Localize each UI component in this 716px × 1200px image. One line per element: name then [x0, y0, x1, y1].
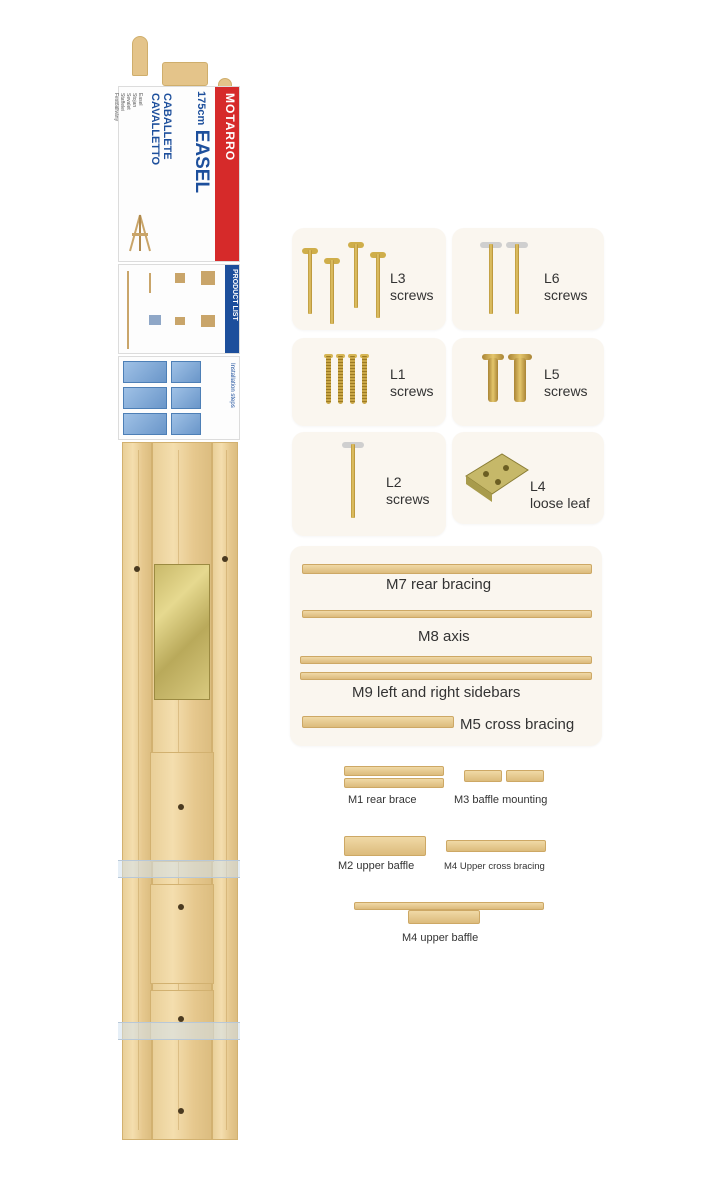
- l3-code: L3: [390, 270, 406, 286]
- part-thumbnail: [175, 273, 185, 283]
- lang-line: Easel: [137, 93, 143, 106]
- packing-strap: [118, 860, 240, 878]
- part-thumbnail: [149, 273, 151, 293]
- long-parts-card: [290, 546, 602, 746]
- part-thumbnail: [201, 315, 215, 327]
- hardware-card-l5: [452, 338, 604, 426]
- language-es: CABALLETE: [161, 93, 173, 160]
- brand-bar: [215, 87, 239, 261]
- wood-screw: [350, 356, 355, 404]
- l1-code: L1: [390, 366, 406, 382]
- package-size: 175cm: [195, 91, 207, 126]
- hardware-card-l1: [292, 338, 446, 426]
- wood-block: [150, 884, 214, 984]
- m3-piece: [464, 770, 502, 782]
- hinge-plate-icon: [462, 444, 532, 508]
- bolt-shaft: [354, 244, 358, 308]
- screw-hole: [178, 1108, 184, 1114]
- packing-strap: [118, 1022, 240, 1040]
- steps-title: Installation steps: [229, 363, 235, 408]
- m4-cross-label: M4 Upper cross bracing: [444, 861, 545, 872]
- l6-sub: screws: [544, 286, 588, 303]
- package-label: [113, 86, 240, 262]
- m9-stick: [300, 656, 592, 664]
- package-title: [191, 91, 211, 193]
- step-image: [171, 361, 201, 383]
- lang-line: Sevalet: [125, 93, 131, 110]
- brand-logo: MOTARRO: [223, 93, 237, 162]
- barrel-nut: [488, 358, 498, 402]
- lang-line: Festőállvány: [113, 93, 119, 122]
- m3-piece: [506, 770, 544, 782]
- bolt-shaft: [515, 244, 519, 314]
- m8-label: M8 axis: [418, 628, 470, 645]
- part-thumbnail: [127, 271, 129, 349]
- hinge-plate: [154, 564, 210, 700]
- bolt-shaft: [330, 260, 334, 324]
- product-list-label: [118, 264, 240, 354]
- easel-sketch-icon: [125, 213, 155, 253]
- m8-stick: [302, 610, 592, 618]
- package-language-list: [113, 93, 143, 121]
- bolt-shaft: [351, 444, 355, 518]
- l4-label: [530, 478, 590, 512]
- bolt-shaft: [489, 244, 493, 314]
- bolt-shaft: [308, 250, 312, 314]
- part-thumbnail: [175, 317, 185, 325]
- m2-piece: [344, 836, 426, 856]
- installation-steps-label: [118, 356, 240, 440]
- m2-label: M2 upper baffle: [338, 860, 415, 872]
- step-image: [171, 413, 201, 435]
- m4-baffle-block: [408, 910, 480, 924]
- m5-label: M5 cross bracing: [460, 716, 575, 733]
- l5-sub: screws: [544, 382, 588, 399]
- wood-screw: [326, 356, 331, 404]
- bolt-shaft: [376, 254, 380, 318]
- hardware-card-l2: [292, 432, 446, 536]
- lang-line: Staffelei: [119, 93, 125, 111]
- l2-label: [386, 474, 430, 508]
- m9-stick: [300, 672, 592, 680]
- screw-hole: [134, 566, 140, 572]
- wood-peg: [132, 36, 148, 76]
- part-thumbnail: [201, 271, 215, 285]
- step-image: [123, 387, 167, 409]
- m1-label: M1 rear brace: [348, 794, 417, 806]
- l6-code: L6: [544, 270, 560, 286]
- package-languages: [149, 93, 173, 165]
- m1-piece: [344, 778, 444, 788]
- lang-line: Stojan: [131, 93, 137, 108]
- barrel-nut: [514, 358, 526, 402]
- m9-label: M9 left and right sidebars: [352, 684, 521, 701]
- wood-screw: [338, 356, 343, 404]
- product-list-bar: [225, 265, 239, 353]
- product-list-title: PRODUCT LIST: [231, 269, 238, 321]
- step-image: [123, 413, 167, 435]
- l5-code: L5: [544, 366, 560, 382]
- hardware-card-l4: [452, 432, 604, 524]
- m7-label: M7 rear bracing: [386, 576, 492, 593]
- l4-code: L4: [530, 478, 546, 494]
- l1-sub: screws: [390, 382, 434, 399]
- part-thumbnail: [149, 315, 161, 325]
- m4-crossbar-piece: [446, 840, 546, 852]
- hardware-card-l3: [292, 228, 446, 330]
- m3-label: M3 baffle mounting: [454, 794, 548, 806]
- l4-sub: loose leaf: [530, 494, 590, 511]
- l3-label: [390, 270, 434, 304]
- m5-stick: [302, 716, 454, 728]
- screw-hole: [178, 804, 184, 810]
- m1-piece: [344, 766, 444, 776]
- language-it: CAVALLETTO: [148, 93, 161, 166]
- step-image: [123, 361, 167, 383]
- l6-label: [544, 270, 588, 304]
- wood-screw: [362, 356, 367, 404]
- package-name: EASEL: [191, 129, 212, 194]
- m4-baffle-label: M4 upper baffle: [402, 932, 479, 944]
- l3-sub: screws: [390, 286, 434, 303]
- m7-stick: [302, 564, 592, 574]
- l5-label: [544, 366, 588, 400]
- step-image: [171, 387, 201, 409]
- l1-label: [390, 366, 434, 400]
- l2-code: L2: [386, 474, 402, 490]
- screw-hole: [222, 556, 228, 562]
- screw-hole: [178, 904, 184, 910]
- m4-baffle-piece: [354, 902, 544, 910]
- wood-peg: [162, 62, 208, 86]
- hardware-card-l6: [452, 228, 604, 330]
- l2-sub: screws: [386, 490, 430, 507]
- packaged-easel-image: [113, 30, 240, 1140]
